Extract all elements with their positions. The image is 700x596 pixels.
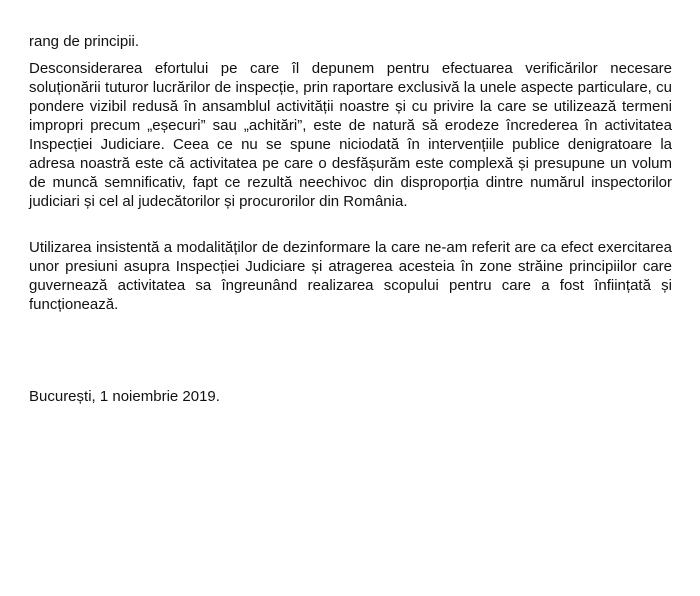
paragraph-disinformation: Utilizarea insistentă a modalităților de dezinformare la care ne-am referit are ca efect exercitarea unor presiuni asupra Inspecției Judiciare și atragerea acesteia în zone străine principiilor care guvernează activitatea sa îngreunând realizarea scopului pentru care a fost înființată și funcționează. — [29, 239, 672, 313]
paragraph-continuation: rang de principii. — [29, 33, 140, 50]
date-line: București, 1 noiembrie 2019. — [29, 388, 220, 405]
paragraph-effort-disregard: Desconsiderarea efortului pe care îl depunem pentru efectuarea verificărilor necesare soluționării tuturor lucrărilor de inspecție, prin raportare exclusivă la unele aspecte particulare, cu pondere vizibil redusă în ansamblul activității noastre și cu privire la care se utilizează termeni impropri precum „eșecuri” sau „achitări”, este de natură să erodeze încrederea în activitatea Inspecției Judiciare. Ceea ce nu se spune niciodată în intervențiile publice denigratoare la adresa noastră este că activitatea pe care o desfășurăm este complexă și presupune un volum de muncă semnificativ, fapt ce rezultă neechivoc din disproporția dintre numărul inspectorilor judiciari și cel al judecătorilor și procurorilor din România. — [29, 60, 672, 210]
